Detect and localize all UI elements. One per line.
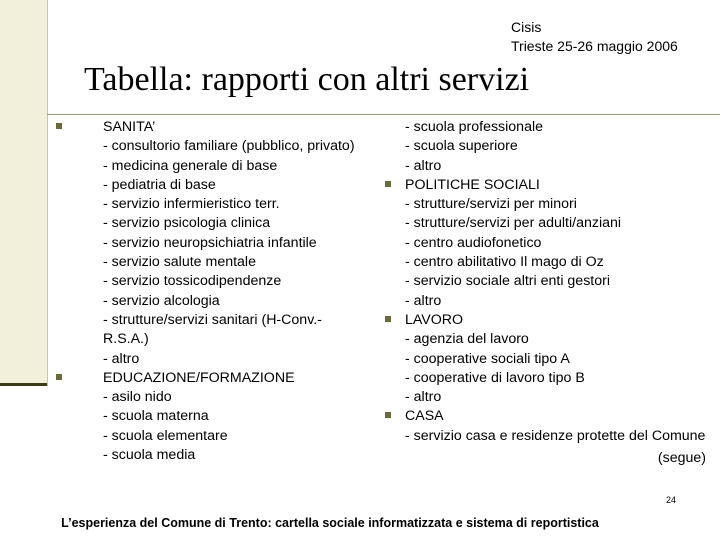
list-item: - servizio tossicodipendenze	[103, 273, 282, 290]
vertical-divider	[47, 0, 48, 386]
list-item: - servizio psicologia clinica	[103, 215, 271, 232]
list-item: - scuola elementare	[103, 427, 228, 444]
list-item: - servizio sociale altri enti gestori	[405, 273, 611, 290]
list-item: - altro	[405, 389, 442, 406]
list-item: - medicina generale di base	[103, 157, 278, 174]
list-item: - servizio alcologia	[103, 292, 220, 309]
header	[511, 18, 678, 56]
list-item: - scuola professionale	[405, 119, 544, 135]
left-column	[56, 118, 355, 465]
list-item: - strutture/servizi per adulti/anziani	[405, 215, 622, 232]
list-item: - servizio neuropsichiatria infantile	[103, 234, 317, 251]
list-group-sanita	[56, 118, 355, 369]
list-item: - centro audiofonetico	[405, 234, 542, 251]
footer: L’esperienza del Comune di Trento: cartella sociale informatizzata e sistema di reportistica	[61, 516, 599, 530]
list-item: - scuola superiore	[405, 138, 518, 155]
list-item: - scuola materna	[103, 408, 209, 425]
list-item: - altro	[103, 350, 140, 367]
list-item: - servizio salute mentale	[103, 254, 256, 271]
group-heading: POLITICHE SOCIALI	[405, 176, 540, 193]
group-heading: CASA	[405, 408, 444, 425]
bullet-icon	[385, 181, 391, 187]
continuation-note: (segue)	[657, 450, 706, 467]
group-heading: EDUCAZIONE/FORMAZIONE	[103, 369, 295, 386]
group-heading: SANITA’	[103, 119, 156, 135]
list-item: - agenzia del lavoro	[405, 331, 529, 348]
sidebar-rule	[0, 383, 47, 386]
bullet-icon	[56, 374, 62, 380]
list-item: - servizio infermieristico terr.	[103, 196, 280, 213]
list-group-politiche-sociali	[385, 176, 720, 311]
list-item: - asilo nido	[103, 389, 172, 406]
list-group-casa	[385, 407, 720, 468]
sidebar-band	[0, 0, 47, 383]
bullet-icon	[385, 316, 391, 322]
list-item: - cooperative di lavoro tipo B	[405, 369, 585, 386]
list-item: - centro abilitativo Il mago di Oz	[405, 254, 604, 271]
list-item: - altro	[405, 157, 442, 174]
list-item: - strutture/servizi per minori	[405, 196, 577, 213]
list-group-lavoro	[385, 311, 720, 407]
list-item: - scuola media	[103, 447, 196, 464]
header-event: Trieste 25-26 maggio 2006	[511, 38, 678, 54]
list-item: - altro	[405, 292, 442, 309]
list-item: - servizio casa e residenze protette del Comune	[405, 427, 706, 444]
list-item: - cooperative sociali tipo A	[405, 350, 570, 367]
page-title: Tabella: rapporti con altri servizi	[84, 61, 530, 98]
title-underline	[47, 114, 720, 115]
page-number: 24	[666, 495, 677, 505]
bullet-icon	[56, 123, 62, 129]
bullet-icon	[385, 412, 391, 418]
list-item: - pediatria di base	[103, 176, 216, 193]
list-item: - strutture/servizi sanitari (H-Conv.-R.S.A.)	[103, 311, 322, 348]
group-heading: LAVORO	[405, 311, 464, 328]
list-item: - consultorio familiare (pubblico, privato)	[103, 138, 355, 155]
list-group-educazione	[56, 369, 326, 465]
right-column	[385, 118, 720, 468]
header-org: Cisis	[511, 19, 542, 35]
list-group-continued	[385, 118, 720, 176]
